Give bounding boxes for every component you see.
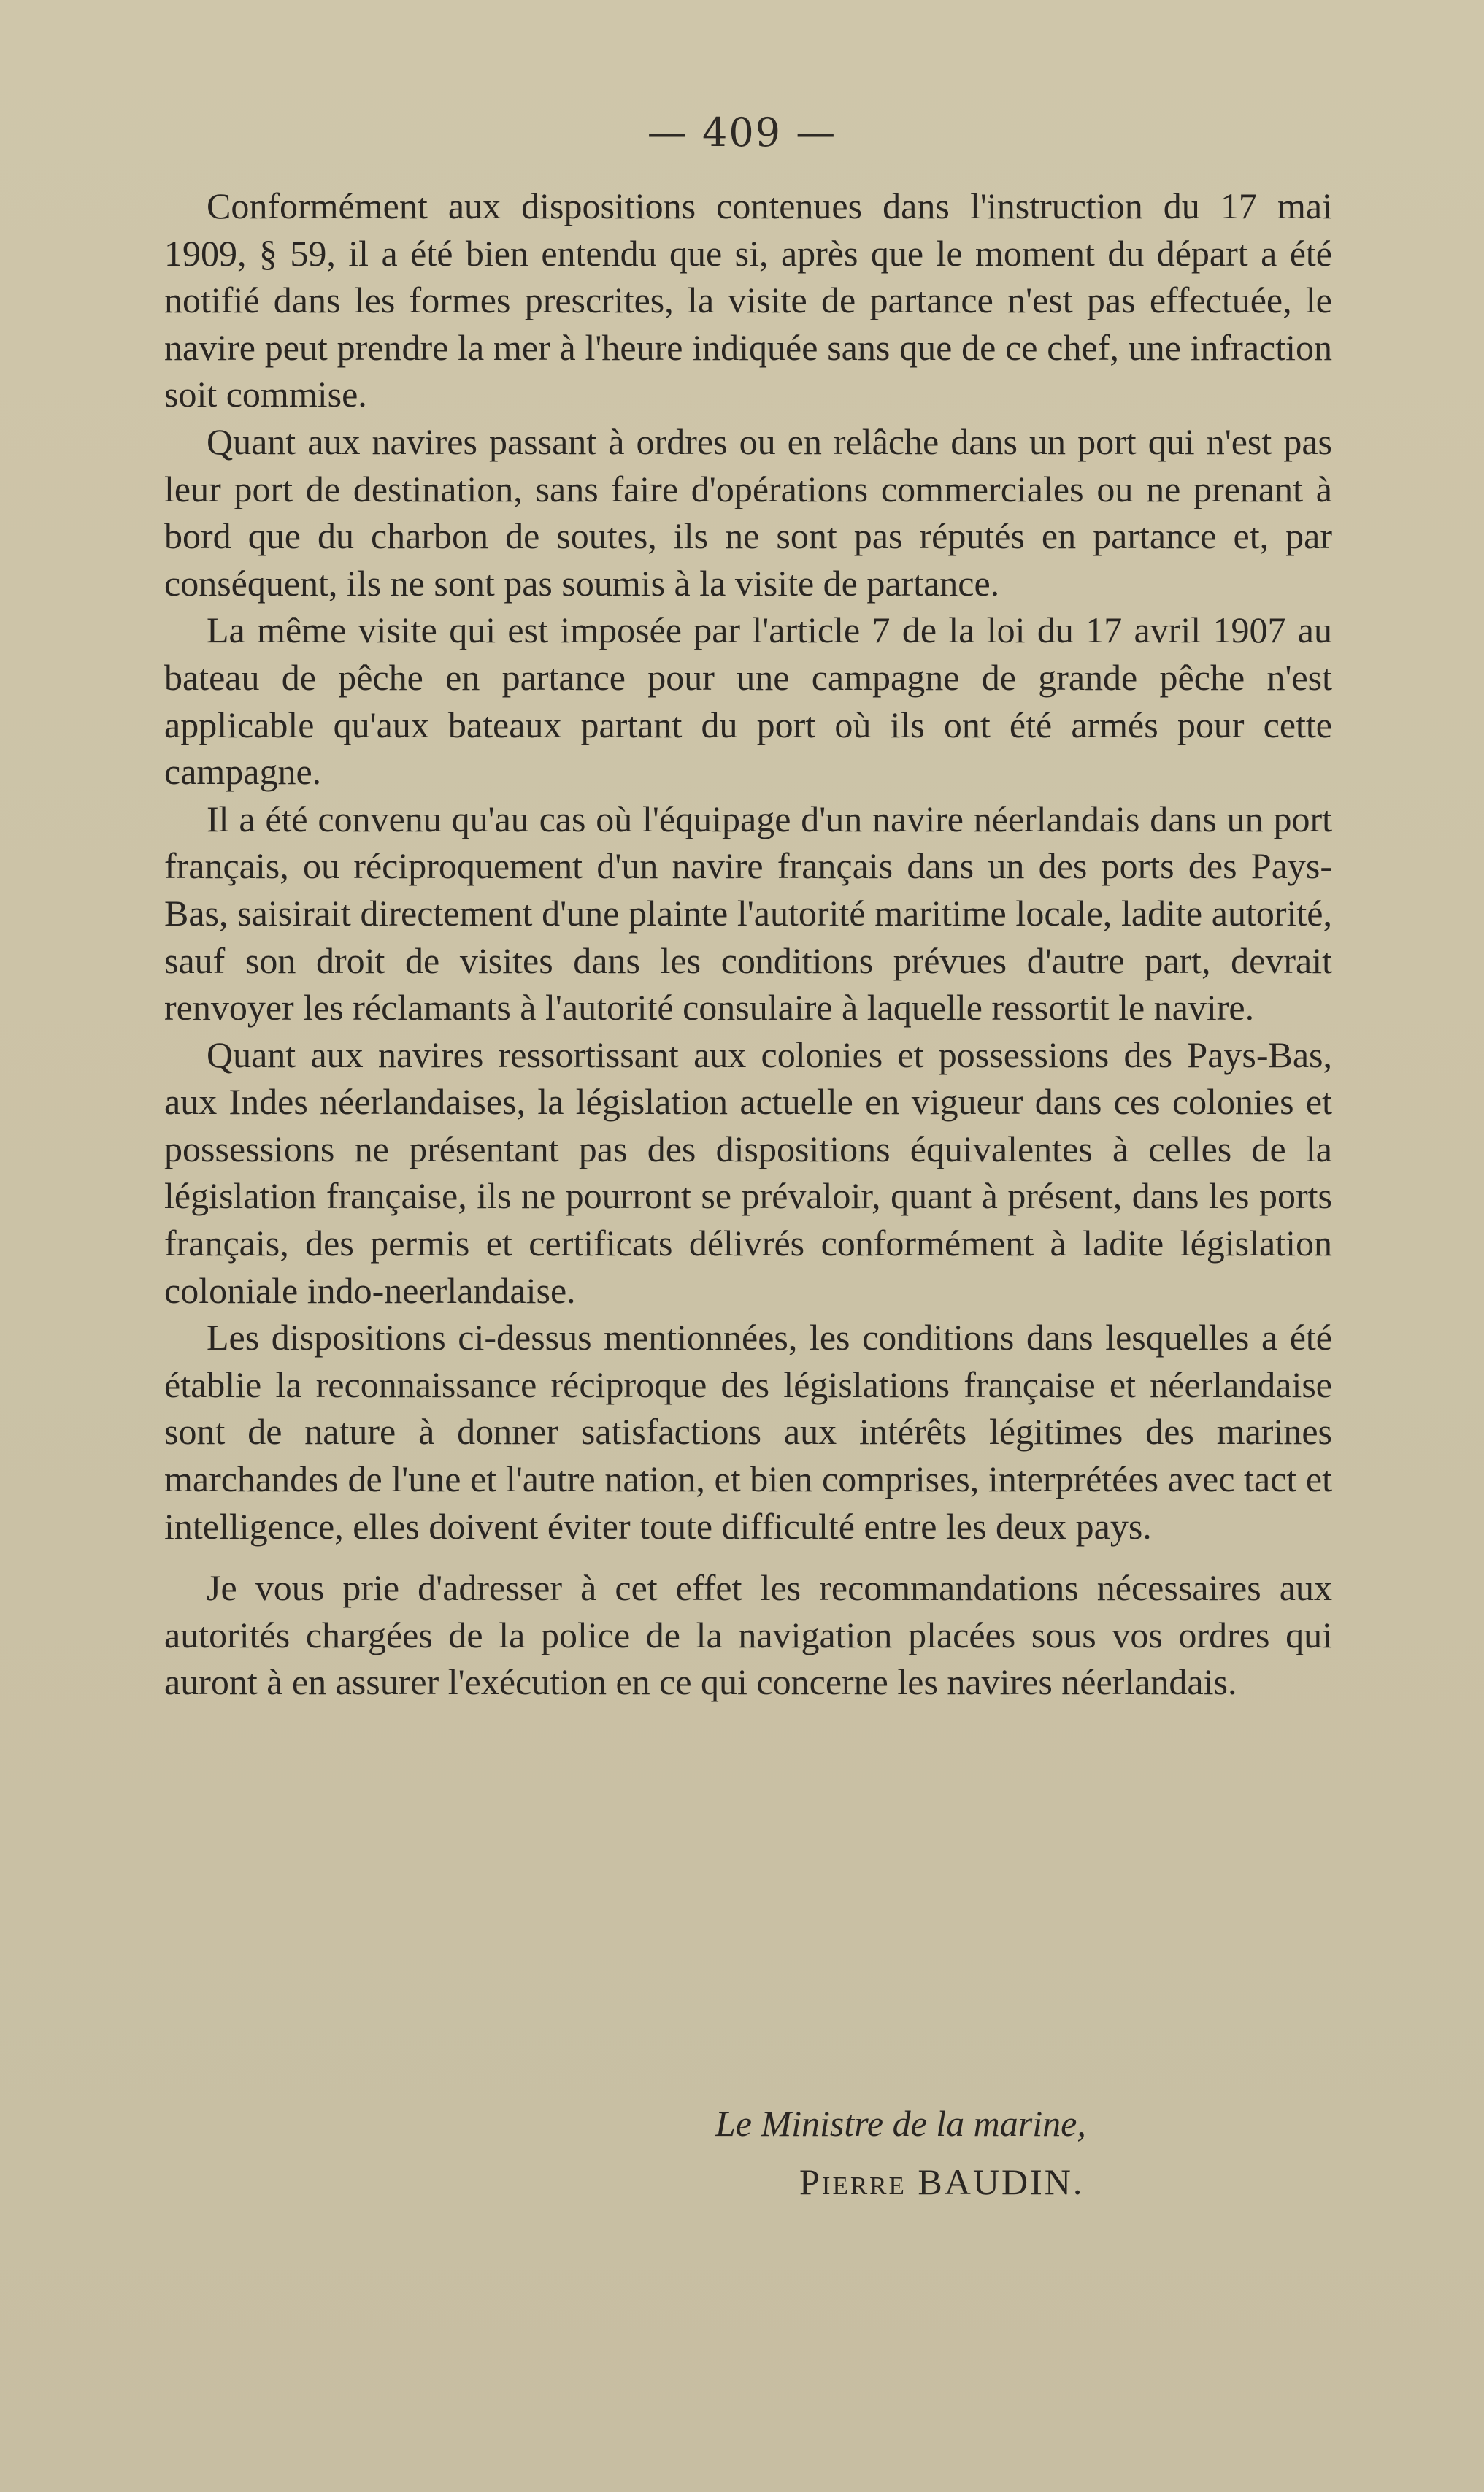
page-number: — 409 —	[647, 109, 837, 155]
paragraph: La même visite qui est imposée par l'article 7 de la loi du 17 avril 1907 au bateau de pêche en partance pour une campagne de grande pêche n'est applicable qu'aux bateaux partant du port où ils ont été armés pour cette campagne.	[164, 609, 1332, 793]
paragraph: Il a été convenu qu'au cas où l'équipage d'un navire néerlandais dans un port français, ou réciproquement d'un navire français dans un des ports des Pays-Bas, saisirait directement d'une plainte l'autorité maritime locale, ladite autorité, sauf son droit de visites dans les conditions prévues d'autre part, devrait renvoyer les réclamants à l'autorité consulaire à laquelle ressortit le navire.	[164, 798, 1332, 1028]
signature-first-name: Pierre	[799, 2161, 907, 2202]
paragraph: Quant aux navires passant à ordres ou en relâche dans un port qui n'est pas leur port de destination, sans faire d'opérations commerciales ou ne prenant à bord que du charbon de soutes, ils ne sont pas réputés en partance et, par conséquent, ils ne sont pas soumis à la visite de partance.	[164, 420, 1332, 604]
signature-last-name: BAUDIN.	[918, 2161, 1085, 2202]
paragraph: Les dispositions ci-dessus mentionnées, les conditions dans lesquelles a été établie la reconnaissance réciproque des législations française et néerlandaise sont de nature à donner satisfactions aux intérêts légitimes des marines marchandes de l'une et l'autre nation, et bien comprises, interprétées avec tact et intelligence, elles doivent éviter toute difficulté entre les deux pays.	[164, 1317, 1332, 1547]
paragraph: Je vous prie d'adresser à cet effet les recommandations nécessaires aux autorités chargées de la police de la navigation placées sous vos ordres qui auront à en assurer l'exécution en ce qui concerne les navires néerlandais.	[164, 1567, 1332, 1703]
body-text	[164, 182, 1332, 1706]
paragraph: Quant aux navires ressortissant aux colonies et possessions des Pays-Bas, aux Indes néerlandaises, la législation actuelle en vigueur dans ces colonies et possessions ne présentant pas des dispositions équivalentes à celles de la législation française, ils ne pourront se prévaloir, quant à présent, dans les ports français, des permis et certificats délivrés conformément à ladite législation coloniale indo-neerlandaise.	[164, 1034, 1332, 1311]
signature-name	[799, 2161, 1383, 2203]
signature-title: Le Ministre de la marine,	[715, 2103, 1086, 2144]
paragraph: Conformément aux dispositions contenues dans l'instruction du 17 mai 1909, § 59, il a été bien entendu que si, après que le moment du départ a été notifié dans les formes prescrites, la visite de partance n'est pas effectuée, le navire peut prendre la mer à l'heure indiquée sans que de ce chef, une infraction soit commise.	[164, 185, 1332, 415]
